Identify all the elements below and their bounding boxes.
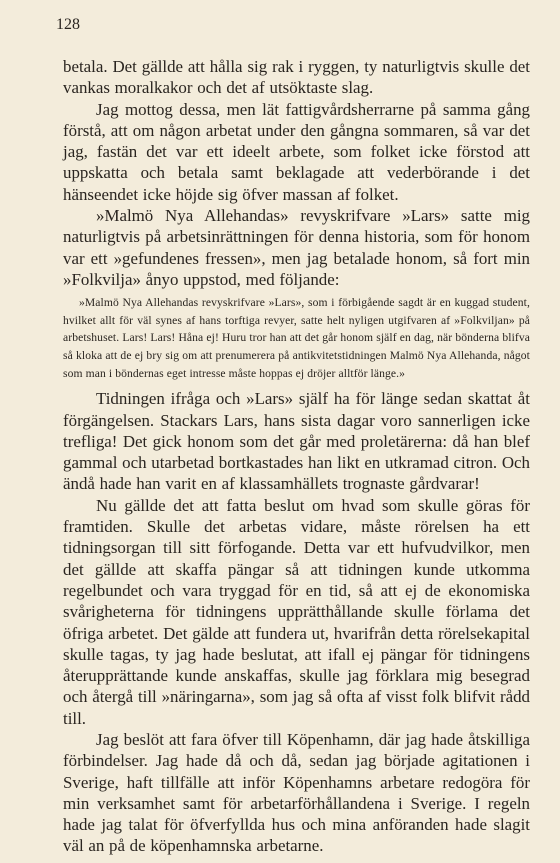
paragraph: Jag mottog dessa, men lät fattigvårdsherrarne på samma gång förstå, att om någon arbetat under den gångna sommaren, så var det jag, fastän det var ett ideelt arbete, som folket icke förstod att uppskatta och betala samt beklagade att vederbörande i det hänseendet icke höjde sig öfver massan af folket. — [63, 99, 530, 204]
main-text-before-quote — [63, 56, 530, 290]
main-text-after-quote — [63, 388, 530, 857]
quote-text: »Malmö Nya Allehandas revyskrifvare »Lars», som i förbigående sagdt är en kuggad student, hvilket allt för väl synes af hans torftiga revyer, satte helt nyligen utgifvaren af »Folkviljan» på arbetshuset. Lars! Lars! Håna ej! Huru tror han att det går honom själf en dag, när bönderna blifva så kloka att de ej bry sig om att prenumerera på antikvitetstidningen Malmö Nya Allehanda, något som man i böndernas eget intresse måste hoppas ej dröjer alltför länge.» — [63, 296, 530, 380]
block-quote — [63, 294, 530, 382]
paragraph: Tidningen ifråga och »Lars» själf ha för länge sedan skattat åt förgängelsen. Stackars Lars, hans sista dagar voro sannerligen icke trefliga! Det gick honom som det går med proletärerna: då han blef gammal och utarbetad bortkastades han likt en utkramad citron. Och ändå hade han varit en af klassamhällets trognaste gårdvarar! — [63, 389, 530, 494]
paragraph: Jag beslöt att fara öfver till Köpenhamn, där jag hade åtskilliga förbindelser. Jag hade då och då, sedan jag började agitationen i Sverige, haft tillfälle att inför Köpenhamns arbetare redogöra för min verksamhet samt för arbetarförhållandena i Sverige. I regeln hade jag talat för öfverfyllda hus och mina anföranden hade slagit väl an på de köpenhamnska arbetarne. — [63, 729, 530, 856]
paragraph: betala. Det gällde att hålla sig rak i ryggen, ty naturligtvis skulle det vankas moralkakor och det af utsöktaste slag. — [63, 57, 530, 98]
paragraph: Nu gällde det att fatta beslut om hvad som skulle göras för framtiden. Skulle det arbetas vidare, måste rörelsen ha ett tidningsorgan till sitt förfogande. Detta var ett hufvudvilkor, men det gällde att skaffa pängar så att tidningen kunde utkomma regelbundet och vara tryggad för en tid, så att ej de ekonomiska svårigheterna för tidningens upprätthållande skulle förlama det öfriga arbetet. Det gälde att fundera ut, hvarifrån detta rörelsekapital skulle tagas, ty jag hade beslutat, att ifall ej pängar för tidningens återupprättande kunde anskaffas, skulle jag förklara mig besegrad och återgå till »näringarna», som jag så ofta af visst folk blifvit rådd till. — [63, 495, 530, 728]
paragraph: »Malmö Nya Allehandas» revyskrifvare »Lars» satte mig naturligtvis på arbetsinrättningen för denna historia, som för honom var ett »gefundenes fressen», men jag betalade honom, så fort min »Folkvilja» ånyo uppstod, med följande: — [63, 206, 530, 289]
page-number: 128 — [56, 16, 80, 33]
